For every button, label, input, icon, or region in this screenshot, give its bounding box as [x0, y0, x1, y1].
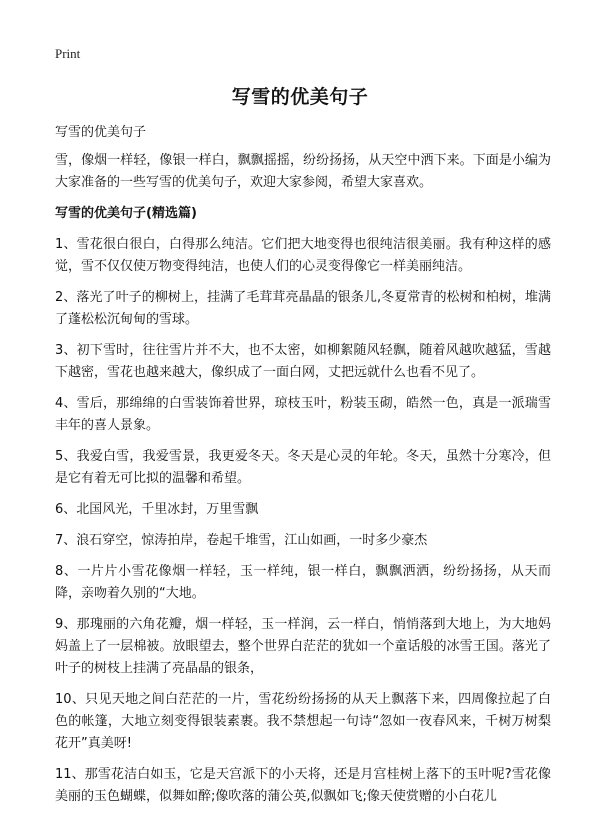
sentence-item-9: 9、那瑰丽的六角花瓣，烟一样轻，玉一样润，云一样白，悄悄落到大地上，为大地妈妈盖上了一层棉被。放眼望去，整个世界白茫茫的犹如一个童话般的冰雪王国。落光了叶子的树枝上挂满了亮晶晶的银条，: [55, 617, 551, 676]
sentence-item-1: 1、雪花很白很白，白得那么纯洁。它们把大地变得也很纯洁很美丽。我有种这样的感觉，雪不仅仅使万物变得纯洁，也使人们的心灵变得像它一样美丽纯洁。: [55, 237, 551, 274]
intro-paragraph: 雪，像烟一样轻，像银一样白，飘飘摇摇，纷纷扬扬，从天空中洒下来。下面是小编为大家准备的一些写雪的优美句子，欢迎大家参阅，希望大家喜欢。: [55, 153, 551, 190]
section-heading: 写雪的优美句子(精选篇): [55, 206, 197, 221]
article-subtitle: 写雪的优美句子: [55, 125, 147, 140]
sentence-item-2: 2、落光了叶子的柳树上，挂满了毛茸茸亮晶晶的银条儿,冬夏常青的松树和柏树，堆满了蓬松松沉甸甸的雪球。: [55, 290, 551, 327]
sentence-item-4: 4、雪后，那绵绵的白雪装饰着世界，琼枝玉叶，粉装玉砌，皓然一色，真是一派瑞雪丰年的喜人景象。: [55, 396, 551, 433]
page-title: 写雪的优美句子: [231, 86, 369, 108]
sentence-item-7: 7、浪石穿空，惊涛拍岸，卷起千堆雪，江山如画，一时多少豪杰: [55, 533, 428, 548]
article-body: [55, 150, 551, 817]
sentence-item-6: 6、北国风光，千里冰封，万里雪飘: [55, 502, 259, 517]
sentence-item-5: 5、我爱白雪，我爱雪景，我更爱冬天。冬天是心灵的年轮。冬天，虽然十分寒冷，但是它有着无可比拟的温馨和希望。: [55, 449, 551, 486]
sentence-item-3: 3、初下雪时，往往雪片并不大，也不太密，如柳絮随风轻飘，随着风越吹越猛，雪越下越密，雪花也越来越大，像织成了一面白网，丈把远就什么也看不见了。: [55, 343, 551, 380]
print-link[interactable]: Print: [55, 46, 81, 61]
sentence-item-8: 8、一片片小雪花像烟一样轻，玉一样纯，银一样白，飘飘洒洒，纷纷扬扬，从天而降，亲吻着久别的“大地。: [55, 564, 551, 601]
sentence-item-11: 11、那雪花洁白如玉，它是天宫派下的小天将，还是月宫桂树上落下的玉叶呢?雪花像美丽的玉色蝴蝶，似舞如醉;像吹落的蒲公英,似飘如飞;像天使赏赠的小白花儿: [55, 767, 551, 804]
sentence-item-10: 10、只见天地之间白茫茫的一片，雪花纷纷扬扬的从天上飘落下来，四周像拉起了白色的帐篷，大地立刻变得银装素裹。我不禁想起一句诗“忽如一夜春风来，千树万树梨花开”真美呀!: [55, 692, 551, 751]
